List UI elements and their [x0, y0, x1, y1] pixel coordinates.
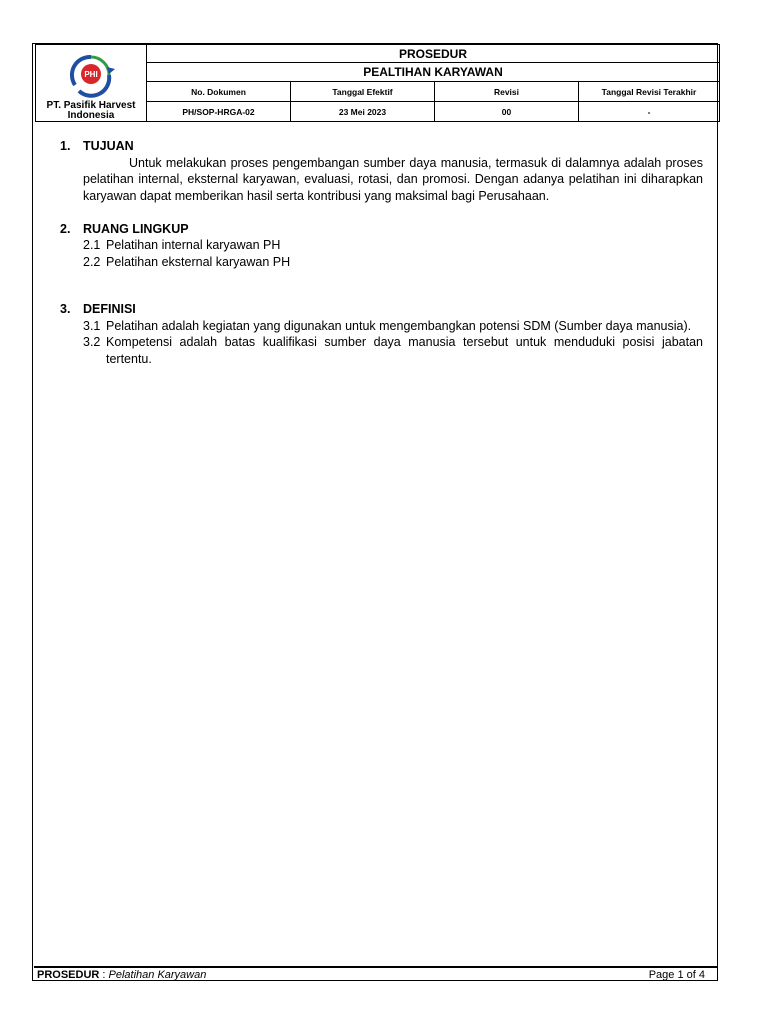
item-text: Kompetensi adalah batas kualifikasi sumber daya manusia tersebut untuk menduduki posisi jabatan tertentu.: [106, 335, 703, 366]
company-logo: [63, 49, 119, 101]
item-number: 3.2: [83, 335, 101, 349]
company-name: PT. Pasifik Harvest Indonesia: [46, 100, 136, 121]
logo-text: PHI: [84, 70, 98, 79]
value-no-dokumen: PH/SOP-HRGA-02: [147, 102, 291, 121]
footer-doc-name: Pelatihan Karyawan: [108, 969, 207, 981]
section-title: DEFINISI: [83, 302, 136, 316]
section-title: RUANG LINGKUP: [83, 221, 189, 236]
section-definisi-heading: [60, 301, 703, 318]
document-type: PROSEDUR: [147, 45, 719, 63]
section-title: TUJUAN: [83, 139, 134, 153]
page-number: Page 1 of 4: [648, 969, 705, 981]
logo-cell: [36, 45, 147, 121]
document-title: PEALTIHAN KARYAWAN: [147, 63, 719, 82]
section-number: 1.: [60, 139, 71, 153]
value-revisi: 00: [435, 102, 579, 121]
page-footer: [37, 968, 705, 982]
list-item: [60, 334, 703, 367]
list-item: [60, 237, 703, 254]
col-header-revisi: Revisi: [435, 82, 579, 102]
col-header-no-dokumen: No. Dokumen: [147, 82, 291, 102]
document-body: [60, 138, 703, 367]
section-ruang-lingkup-heading: [60, 221, 703, 238]
item-text: Pelatihan eksternal karyawan PH: [106, 254, 291, 269]
value-tanggal-efektif: 23 Mei 2023: [291, 102, 435, 121]
col-header-tanggal-revisi-terakhir: Tanggal Revisi Terakhir: [579, 82, 719, 102]
footer-prosedur-label: PROSEDUR: [37, 969, 100, 981]
section-number: 2.: [60, 221, 71, 236]
document-info-table: [147, 82, 719, 121]
section-number: 3.: [60, 302, 71, 316]
list-item: [60, 318, 703, 335]
section-tujuan-heading: [60, 138, 703, 155]
item-number: 2.2: [83, 254, 101, 269]
col-header-tanggal-efektif: Tanggal Efektif: [291, 82, 435, 102]
item-text: Pelatihan internal karyawan PH: [106, 238, 281, 252]
item-number: 2.1: [83, 238, 101, 252]
document-header: [35, 44, 720, 122]
item-number: 3.1: [83, 318, 101, 333]
section-tujuan-text: Untuk melakukan proses pengembangan sumber daya manusia, termasuk di dalamnya adalah proses pelatihan internal, eksternal karyawan, evaluasi, rotasi, dan promosi. Dengan adanya pelatihan ini diharapkan karyawan dapat memberikan hasil serta kontribusi yang maksimal bagi Perusahaan.: [83, 155, 703, 203]
value-tanggal-revisi-terakhir: -: [647, 106, 651, 117]
item-text: Pelatihan adalah kegiatan yang digunakan untuk mengembangkan potensi SDM (Sumber daya manusia).: [106, 318, 692, 333]
footer-separator: :: [99, 969, 109, 981]
list-item: [60, 254, 703, 271]
footer-doc-label: [37, 968, 206, 982]
